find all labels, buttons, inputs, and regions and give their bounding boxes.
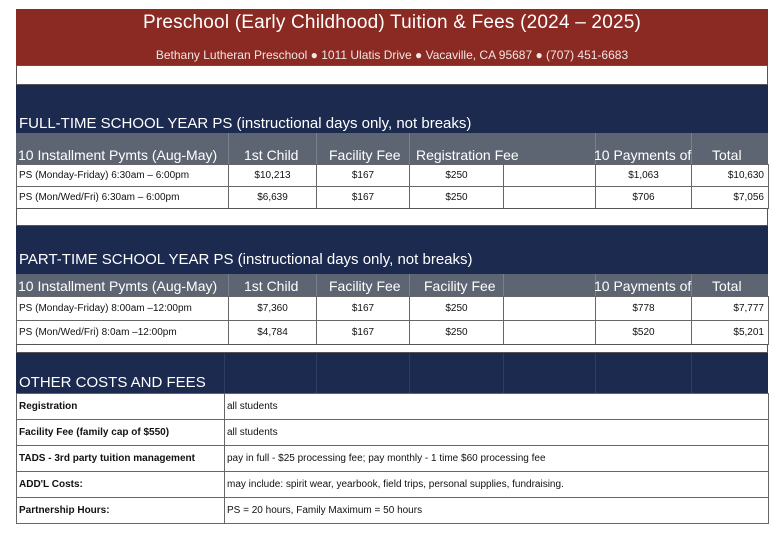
fee-label: TADS - 3rd party tuition management xyxy=(17,446,225,472)
registration-fee-value: $250 xyxy=(410,321,504,345)
section-spacer-row xyxy=(16,344,768,353)
part-time-table xyxy=(16,296,769,345)
table-row xyxy=(17,394,769,420)
plan-name: PS (Mon/Wed/Fri) 6:30am – 6:00pm xyxy=(17,187,229,209)
ft-col-plan: 10 Installment Pymts (Aug-May) xyxy=(18,147,218,163)
facility-fee-value: $167 xyxy=(317,187,410,209)
table-row xyxy=(17,420,769,446)
table-row xyxy=(17,297,769,321)
payment-value: $520 xyxy=(596,321,692,345)
registration-fee-value: $250 xyxy=(410,297,504,321)
title-spacer-row xyxy=(16,65,768,85)
fee-description: all students xyxy=(225,420,769,446)
ft-col-total: Total xyxy=(712,147,742,163)
table-row xyxy=(17,446,769,472)
fee-label: ADD'L Costs: xyxy=(17,472,225,498)
empty-cell xyxy=(504,321,596,345)
pt-col-payments: 10 Payments of xyxy=(594,278,692,294)
fee-description: PS = 20 hours, Family Maximum = 50 hours xyxy=(225,498,769,524)
total-value: $10,630 xyxy=(692,165,769,187)
table-row xyxy=(17,321,769,345)
facility-fee-value: $167 xyxy=(317,321,410,345)
fee-label: Registration xyxy=(17,394,225,420)
full-time-table xyxy=(16,164,769,209)
payment-value: $1,063 xyxy=(596,165,692,187)
plan-name: PS (Monday-Friday) 8:00am –12:00pm xyxy=(17,297,229,321)
ft-col-first-child: 1st Child xyxy=(244,147,299,163)
empty-cell xyxy=(504,297,596,321)
pt-col-plan: 10 Installment Pymts (Aug-May) xyxy=(18,278,218,294)
pt-col-total: Total xyxy=(712,278,742,294)
first-child-price: $10,213 xyxy=(229,165,317,187)
payment-value: $706 xyxy=(596,187,692,209)
fee-description: pay in full - $25 processing fee; pay monthly - 1 time $60 processing fee xyxy=(225,446,769,472)
pt-col-first-child: 1st Child xyxy=(244,278,299,294)
table-row xyxy=(17,498,769,524)
empty-cell xyxy=(504,187,596,209)
school-contact-line: Bethany Lutheran Preschool ● 1011 Ulatis Drive ● Vacaville, CA 95687 ● (707) 451-6683 xyxy=(155,48,629,62)
payment-value: $778 xyxy=(596,297,692,321)
plan-name: PS (Monday-Friday) 6:30am – 6:00pm xyxy=(17,165,229,187)
table-row xyxy=(17,165,769,187)
pt-col-facility-fee: Facility Fee xyxy=(329,278,401,294)
table-row xyxy=(17,187,769,209)
first-child-price: $6,639 xyxy=(229,187,317,209)
full-time-section-title: FULL-TIME SCHOOL YEAR PS (instructional days only, not breaks) xyxy=(19,115,472,132)
other-costs-table xyxy=(16,393,769,524)
plan-name: PS (Mon/Wed/Fri) 8:0am –12:00pm xyxy=(17,321,229,345)
fee-description: all students xyxy=(225,394,769,420)
total-value: $7,056 xyxy=(692,187,769,209)
ft-col-payments: 10 Payments of xyxy=(594,147,692,163)
registration-fee-value: $250 xyxy=(410,165,504,187)
ft-col-registration-fee: Registration Fee xyxy=(416,147,519,163)
total-value: $5,201 xyxy=(692,321,769,345)
part-time-section-title: PART-TIME SCHOOL YEAR PS (instructional days only, not breaks) xyxy=(19,251,473,268)
other-costs-section-title: OTHER COSTS AND FEES xyxy=(19,374,206,391)
fee-description: may include: spirit wear, yearbook, field trips, personal supplies, fundraising. xyxy=(225,472,769,498)
total-value: $7,777 xyxy=(692,297,769,321)
registration-fee-value: $250 xyxy=(410,187,504,209)
fee-label: Facility Fee (family cap of $550) xyxy=(17,420,225,446)
page-title: Preschool (Early Childhood) Tuition & Fees (2024 – 2025) xyxy=(142,12,642,33)
table-row xyxy=(17,472,769,498)
facility-fee-value: $167 xyxy=(317,297,410,321)
fee-label: Partnership Hours: xyxy=(17,498,225,524)
facility-fee-value: $167 xyxy=(317,165,410,187)
section-spacer-row xyxy=(16,208,768,226)
first-child-price: $4,784 xyxy=(229,321,317,345)
empty-cell xyxy=(504,165,596,187)
pt-col-facility-fee-2: Facility Fee xyxy=(424,278,496,294)
ft-col-facility-fee: Facility Fee xyxy=(329,147,401,163)
first-child-price: $7,360 xyxy=(229,297,317,321)
